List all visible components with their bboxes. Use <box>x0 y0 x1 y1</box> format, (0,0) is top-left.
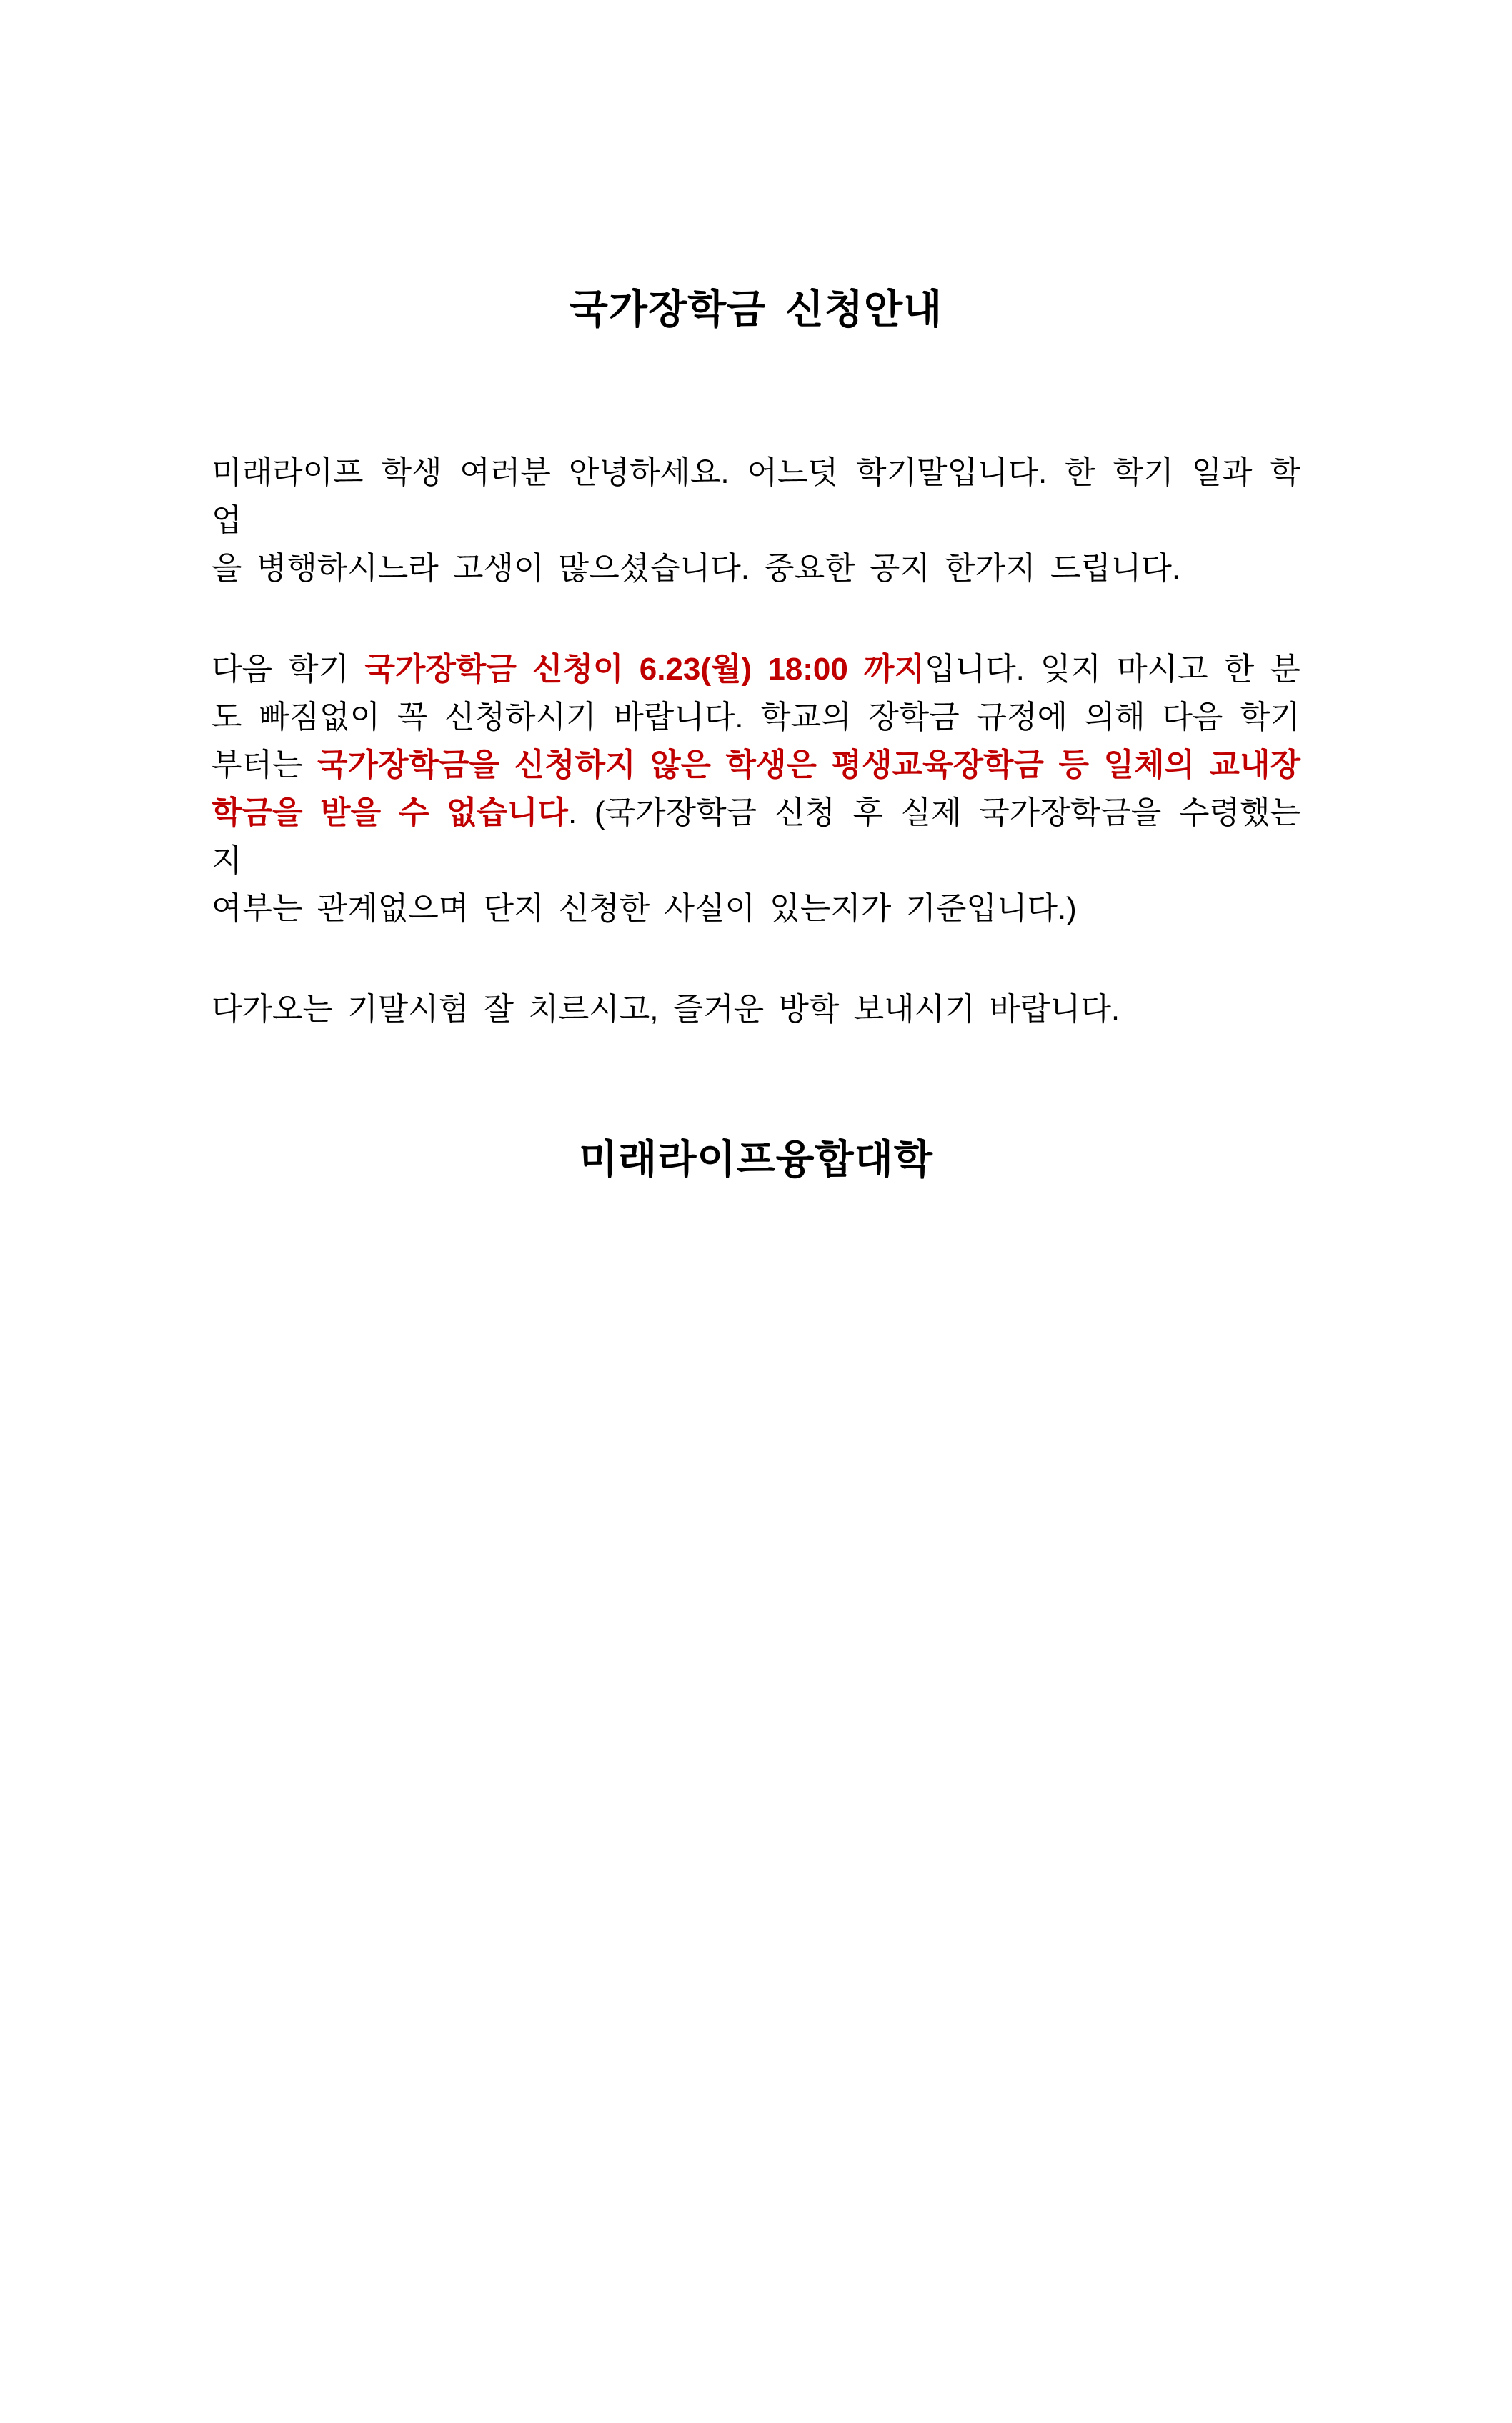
text-segment: 다음 학기 <box>212 652 365 687</box>
text-line <box>212 741 1300 789</box>
text-line <box>212 693 1300 741</box>
document-signature: 미래라이프융합대학 <box>579 1137 933 1182</box>
text-line <box>212 645 1300 693</box>
text-segment: 여부는 관계없으며 단지 신청한 사실이 있는지가 기준입니다.) <box>212 891 1077 926</box>
text-line <box>212 544 1300 592</box>
paragraph-closing <box>212 985 1300 1033</box>
text-segment: 을 병행하시느라 고생이 많으셨습니다. 중요한 공지 한가지 드립니다. <box>212 551 1181 586</box>
text-line <box>212 985 1300 1033</box>
text-segment: . (국가장학금 신청 후 실제 국가장학금을 수령했는지 <box>212 795 1300 878</box>
text-segment: 도 빠짐없이 꼭 신청하시기 바랍니다. 학교의 장학금 규정에 의해 다음 학기 <box>212 700 1300 735</box>
text-line <box>212 885 1300 932</box>
highlighted-text-segment: 학금을 받을 수 없습니다 <box>212 795 569 830</box>
document-body <box>212 449 1300 1033</box>
text-line <box>212 449 1300 544</box>
document-title: 국가장학금 신청안내 <box>569 287 943 332</box>
paragraph-greeting <box>212 449 1300 592</box>
text-segment: 다가오는 기말시험 잘 치르시고, 즐거운 방학 보내시기 바랍니다. <box>212 992 1120 1027</box>
highlighted-text-segment: 국가장학금을 신청하지 않은 학생은 평생교육장학금 등 일체의 교내장 <box>317 747 1300 782</box>
paragraph-notice <box>212 645 1300 932</box>
text-line <box>212 789 1300 885</box>
highlighted-text-segment: 국가장학금 신청이 6.23(월) 18:00 까지 <box>364 652 925 687</box>
text-segment: 입니다. 잊지 마시고 한 분 <box>925 652 1300 687</box>
text-segment: 미래라이프 학생 여러분 안녕하세요. 어느덧 학기말입니다. 한 학기 일과 학업 <box>212 455 1300 538</box>
document-page <box>0 284 1512 2423</box>
text-segment: 부터는 <box>212 747 317 782</box>
